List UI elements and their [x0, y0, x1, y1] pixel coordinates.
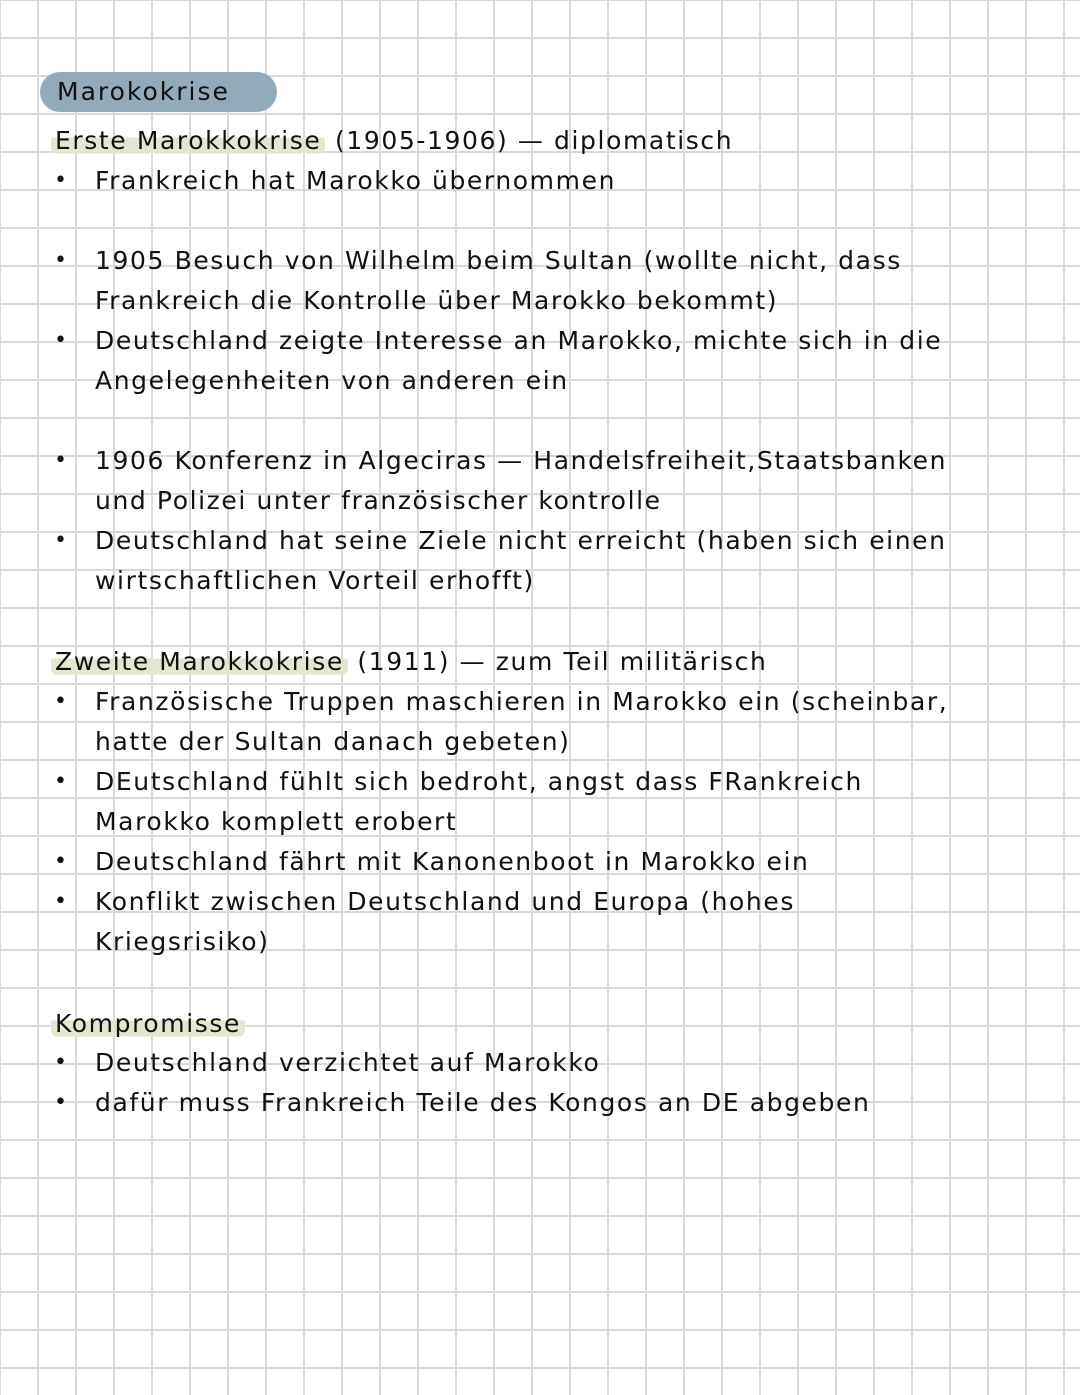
heading-subtitle: (1905-1906) — diplomatisch: [325, 126, 734, 155]
list-item: Deutschland verzichtet auf Marokko: [95, 1048, 601, 1077]
list-item: 1905 Besuch von Wilhelm beim Sultan (wollte nicht, dass: [95, 246, 902, 275]
section-heading: [55, 645, 767, 679]
list-item: dafür muss Frankreich Teile des Kongos an DE abgeben: [95, 1088, 871, 1117]
list-item: 1906 Konferenz in Algeciras — Handelsfreiheit,Staatsbanken: [95, 446, 948, 475]
heading-highlight: Kompromisse: [51, 1009, 245, 1038]
bullet-icon: •: [54, 889, 67, 914]
bullet-icon: •: [54, 328, 67, 353]
list-item: Deutschland fährt mit Kanonenboot in Marokko ein: [95, 847, 810, 876]
list-item-cont: wirtschaftlichen Vorteil erhofft): [95, 566, 535, 595]
bullet-icon: •: [54, 689, 67, 714]
bullet-icon: •: [54, 1050, 67, 1075]
bullet-icon: •: [54, 1090, 67, 1115]
list-item: Französische Truppen maschieren in Marokko ein (scheinbar,: [95, 687, 949, 716]
list-item: Deutschland zeigte Interesse an Marokko, michte sich in die: [95, 326, 943, 355]
page-title: Marokokrise: [57, 77, 230, 106]
bullet-icon: •: [54, 849, 67, 874]
bullet-icon: •: [54, 769, 67, 794]
bullet-icon: •: [54, 248, 67, 273]
list-item: Frankreich hat Marokko übernommen: [95, 166, 617, 195]
list-item-cont: Frankreich die Kontrolle über Marokko bekommt): [95, 286, 779, 315]
bullet-icon: •: [54, 448, 67, 473]
list-item: DEutschland fühlt sich bedroht, angst dass FRankreich: [95, 767, 863, 796]
section-heading: [55, 1007, 245, 1041]
list-item-cont: und Polizei unter französischer kontrolle: [95, 486, 662, 515]
heading-subtitle: (1911) — zum Teil militärisch: [347, 647, 768, 676]
heading-highlight: Erste Marokkokrise: [51, 126, 325, 155]
section-heading: [55, 124, 733, 158]
list-item-cont: hatte der Sultan danach gebeten): [95, 727, 571, 756]
list-item: Konflikt zwischen Deutschland und Europa (hohes: [95, 887, 795, 916]
bullet-icon: •: [54, 528, 67, 553]
bullet-icon: •: [54, 168, 67, 193]
list-item-cont: Angelegenheiten von anderen ein: [95, 366, 569, 395]
heading-highlight: Zweite Marokkokrise: [51, 647, 348, 676]
list-item: Deutschland hat seine Ziele nicht erreicht (haben sich einen: [95, 526, 947, 555]
list-item-cont: Marokko komplett erobert: [95, 807, 458, 836]
list-item-cont: Kriegsrisiko): [95, 927, 270, 956]
